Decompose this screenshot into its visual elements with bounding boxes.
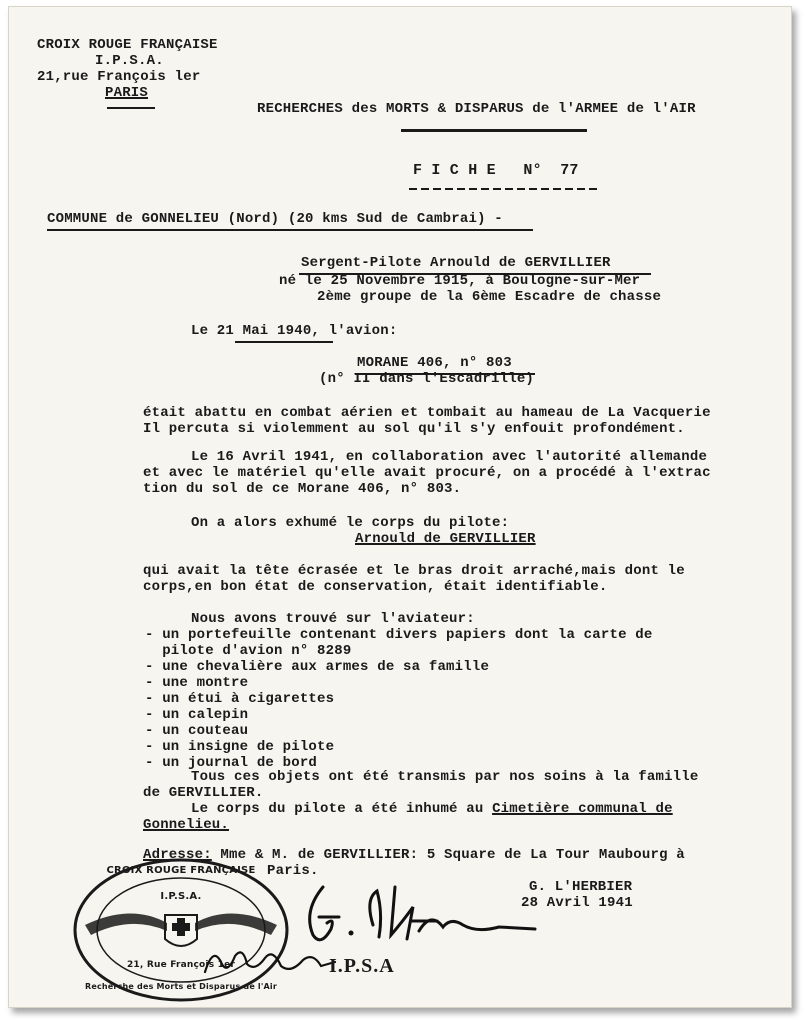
transmit-line2: de GERVILLIER. <box>143 785 264 801</box>
pilot-birth: né le 25 Novembre 1915, à Boulogne-sur-Mer <box>279 273 641 289</box>
pilot-name: Sergent-Pilote Arnould de GERVILLIER <box>301 255 611 271</box>
commune-rule <box>47 229 533 231</box>
document-sheet <box>8 6 792 1008</box>
address-text: Mme & M. de GERVILLIER: 5 Square de La Tour Maubourg à <box>211 847 685 863</box>
burial-place: Gonnelieu. <box>143 817 230 833</box>
red-cross-stamp <box>71 855 291 1005</box>
para2-line3: tion du sol de ce Morane 406, n° 803. <box>143 481 462 497</box>
event-date: Le 21 Mai 1940, l'avion: <box>191 323 398 339</box>
letterhead-rule <box>107 107 155 109</box>
letterhead-street: 21,rue François ler <box>37 69 201 85</box>
stamp-bottom-text: Recherche des Morts et Disparus de l'Air <box>84 982 278 991</box>
stamp-org-text: I.P.S.A. <box>160 891 202 902</box>
secondary-signature <box>199 942 339 977</box>
found-intro: Nous avons trouvé sur l'aviateur: <box>191 611 475 627</box>
burial-line1 <box>191 801 673 817</box>
item-wallet: - un portefeuille contenant divers papiers dont la carte de <box>145 627 653 643</box>
signatory-date: 28 Avril 1941 <box>521 895 633 911</box>
ipsa-handwritten-mark: I.P.S.A <box>329 955 395 977</box>
item-wallet-cont: pilote d'avion n° 8289 <box>145 643 352 659</box>
para1-line1: était abattu en combat aérien et tombait au hameau de La Vacquerie <box>143 405 711 421</box>
item-case: - un étui à cigarettes <box>145 691 335 707</box>
commune-line: COMMUNE de GONNELIEU (Nord) (20 kms Sud de Cambrai) - <box>47 211 503 227</box>
exhumed-name: Arnould de GERVILLIER <box>355 531 536 547</box>
plane-model: MORANE 406, n° 803 <box>357 355 512 371</box>
address-label: Adresse: <box>143 847 212 863</box>
stamp-addr-text: 21, Rue François 1er <box>126 960 236 970</box>
fiche-number: F I C H E N° 77 <box>413 162 579 179</box>
stamp-top-text: CROIX ROUGE FRANÇAISE <box>106 865 256 876</box>
para4-line2: corps,en bon état de conservation, était identifiable. <box>143 579 608 595</box>
fiche-rule <box>409 188 599 190</box>
transmit-line1: Tous ces objets ont été transmis par nos soins à la famille <box>191 769 699 785</box>
letterhead-org: CROIX ROUGE FRANÇAISE <box>37 37 218 53</box>
letterhead-ipsa: I.P.S.A. <box>95 53 164 69</box>
para4-line1: qui avait la tête écrasée et le bras droit arraché,mais dont le <box>143 563 685 579</box>
para2-line2: et avec le matériel qu'elle avait procuré, on a procédé à l'extrac <box>143 465 711 481</box>
para3-line1: On a alors exhumé le corps du pilote: <box>191 515 510 531</box>
para2-line1: Le 16 Avril 1941, en collaboration avec l'autorité allemande <box>191 449 708 465</box>
document-body <box>9 7 791 1007</box>
address-line2: Paris. <box>267 863 319 879</box>
cemetery-name: Cimetière communal de <box>492 801 673 817</box>
pilot-unit: 2ème groupe de la 6ème Escadre de chasse <box>317 289 662 305</box>
letterhead-city: PARIS <box>105 85 149 101</box>
item-watch: - une montre <box>145 675 249 691</box>
item-insignia: - un insigne de pilote <box>145 739 335 755</box>
item-notebook: - un calepin <box>145 707 249 723</box>
plane-squad: (n° II dans l'Escadrille) <box>319 371 535 387</box>
item-logbook: - un journal de bord <box>145 755 318 771</box>
event-date-rule <box>235 341 333 343</box>
signatory-name: G. L'HERBIER <box>529 879 633 895</box>
main-heading: RECHERCHES des MORTS & DISPARUS de l'ARMEE de l'AIR <box>257 101 696 117</box>
item-ring: - une chevalière aux armes de sa famille <box>145 659 490 675</box>
burial-text: Le corps du pilote a été inhumé au <box>191 801 493 817</box>
para1-line2: Il percuta si violemment au sol qu'il s'y enfouit profondément. <box>143 421 685 437</box>
item-knife: - un couteau <box>145 723 249 739</box>
heading-rule <box>401 129 587 132</box>
